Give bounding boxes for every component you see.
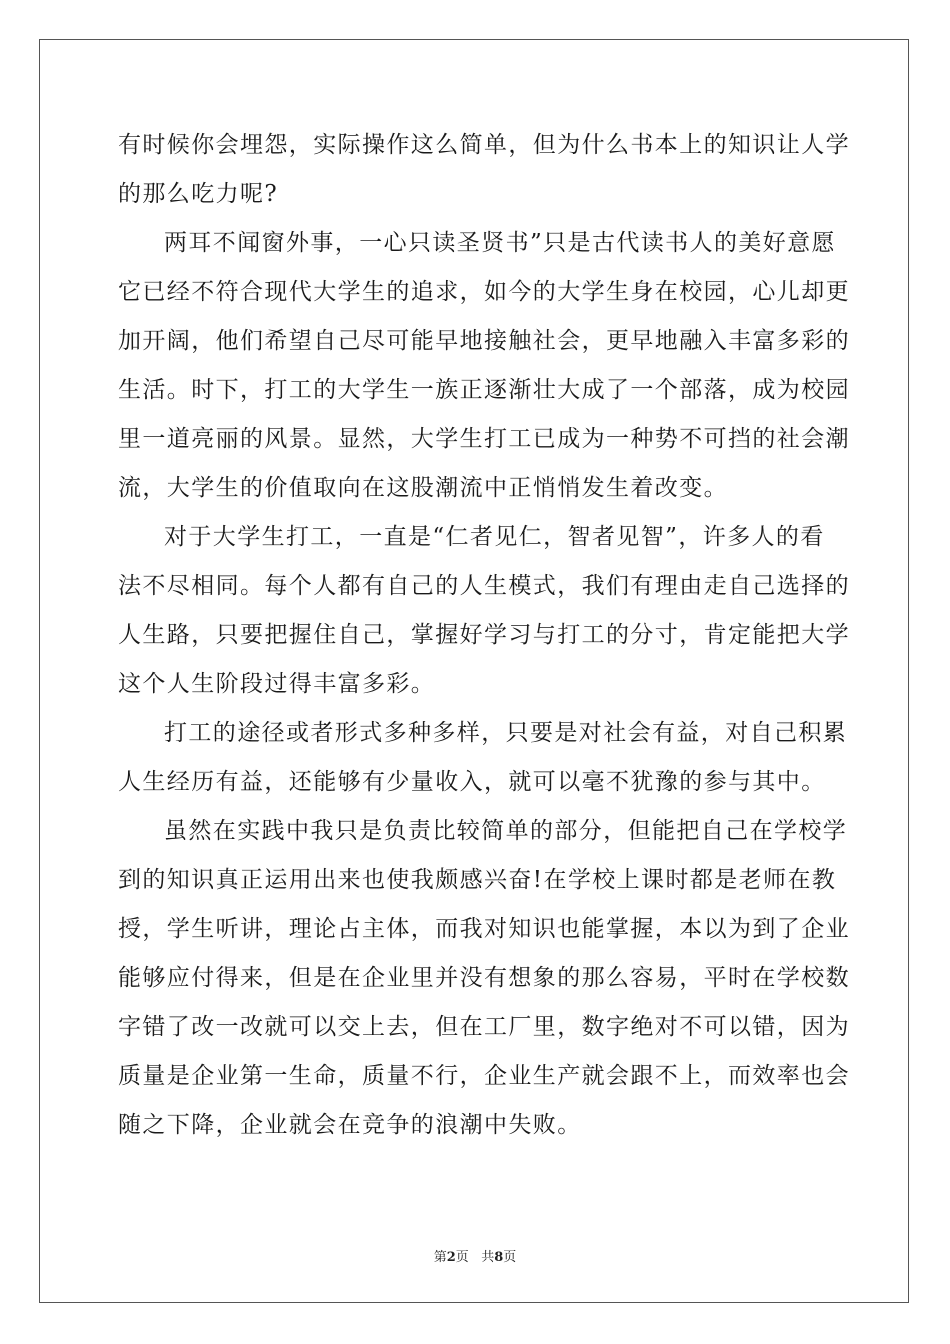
- text-line: 生活。时下，打工的大学生一族正逐渐壮大成了一个部落，成为校园: [118, 377, 850, 403]
- document-body: [118, 121, 850, 1150]
- text-line: 能够应付得来，但是在企业里并没有想象的那么容易，平时在学校数: [118, 965, 850, 991]
- text-line: 的那么吃力呢?: [118, 181, 279, 207]
- text-line: 人生经历有益，还能够有少量收入，就可以毫不犹豫的参与其中。: [118, 769, 826, 795]
- text-line: 法不尽相同。每个人都有自己的人生模式，我们有理由走自己选择的: [118, 573, 850, 599]
- text-line: 到的知识真正运用出来也使我颇感兴奋!在学校上课时都是老师在教: [118, 867, 837, 893]
- text-line: 质量是企业第一生命，质量不行，企业生产就会跟不上，而效率也会: [118, 1063, 850, 1089]
- text-line: 字错了改一改就可以交上去，但在工厂里，数字绝对不可以错，因为: [118, 1014, 850, 1040]
- text-line: 人生路，只要把握住自己，掌握好学习与打工的分寸，肯定能把大学: [118, 622, 850, 648]
- text-line: 授，学生听讲，理论占主体，而我对知识也能掌握，本以为到了企业: [118, 916, 850, 942]
- footer-mid: 页 共: [455, 1250, 495, 1265]
- total-page-number: 8: [494, 1250, 504, 1265]
- page-footer: [0, 1246, 950, 1265]
- text-line: 加开阔，他们希望自己尽可能早地接触社会，更早地融入丰富多彩的: [118, 328, 850, 354]
- footer-prefix: 第: [433, 1250, 447, 1265]
- text-line: 这个人生阶段过得丰富多彩。: [118, 671, 436, 697]
- text-line: 随之下降，企业就会在竞争的浪潮中失败。: [118, 1112, 582, 1138]
- text-line: 有时候你会埋怨，实际操作这么简单，但为什么书本上的知识让人学: [118, 132, 850, 158]
- paragraph-start-line: 虽然在实践中我只是负责比较简单的部分，但能把自己在学校学: [164, 818, 848, 844]
- footer-suffix: 页: [503, 1250, 517, 1265]
- text-line: 流，大学生的价值取向在这股潮流中正悄悄发生着改变。: [118, 475, 728, 501]
- paragraph-start-line: 两耳不闻窗外事，一心只读圣贤书”只是古代读书人的美好意愿: [164, 230, 836, 256]
- text-line: 它已经不符合现代大学生的追求，如今的大学生身在校园，心儿却更: [118, 279, 850, 305]
- current-page-number: 2: [446, 1250, 456, 1265]
- text-line: 里一道亮丽的风景。显然，大学生打工已成为一种势不可挡的社会潮: [118, 426, 850, 452]
- paragraph-start-line: 打工的途径或者形式多种多样，只要是对社会有益，对自己积累: [164, 720, 848, 746]
- paragraph-start-line: 对于大学生打工，一直是“仁者见仁，智者见智”，许多人的看: [164, 524, 825, 550]
